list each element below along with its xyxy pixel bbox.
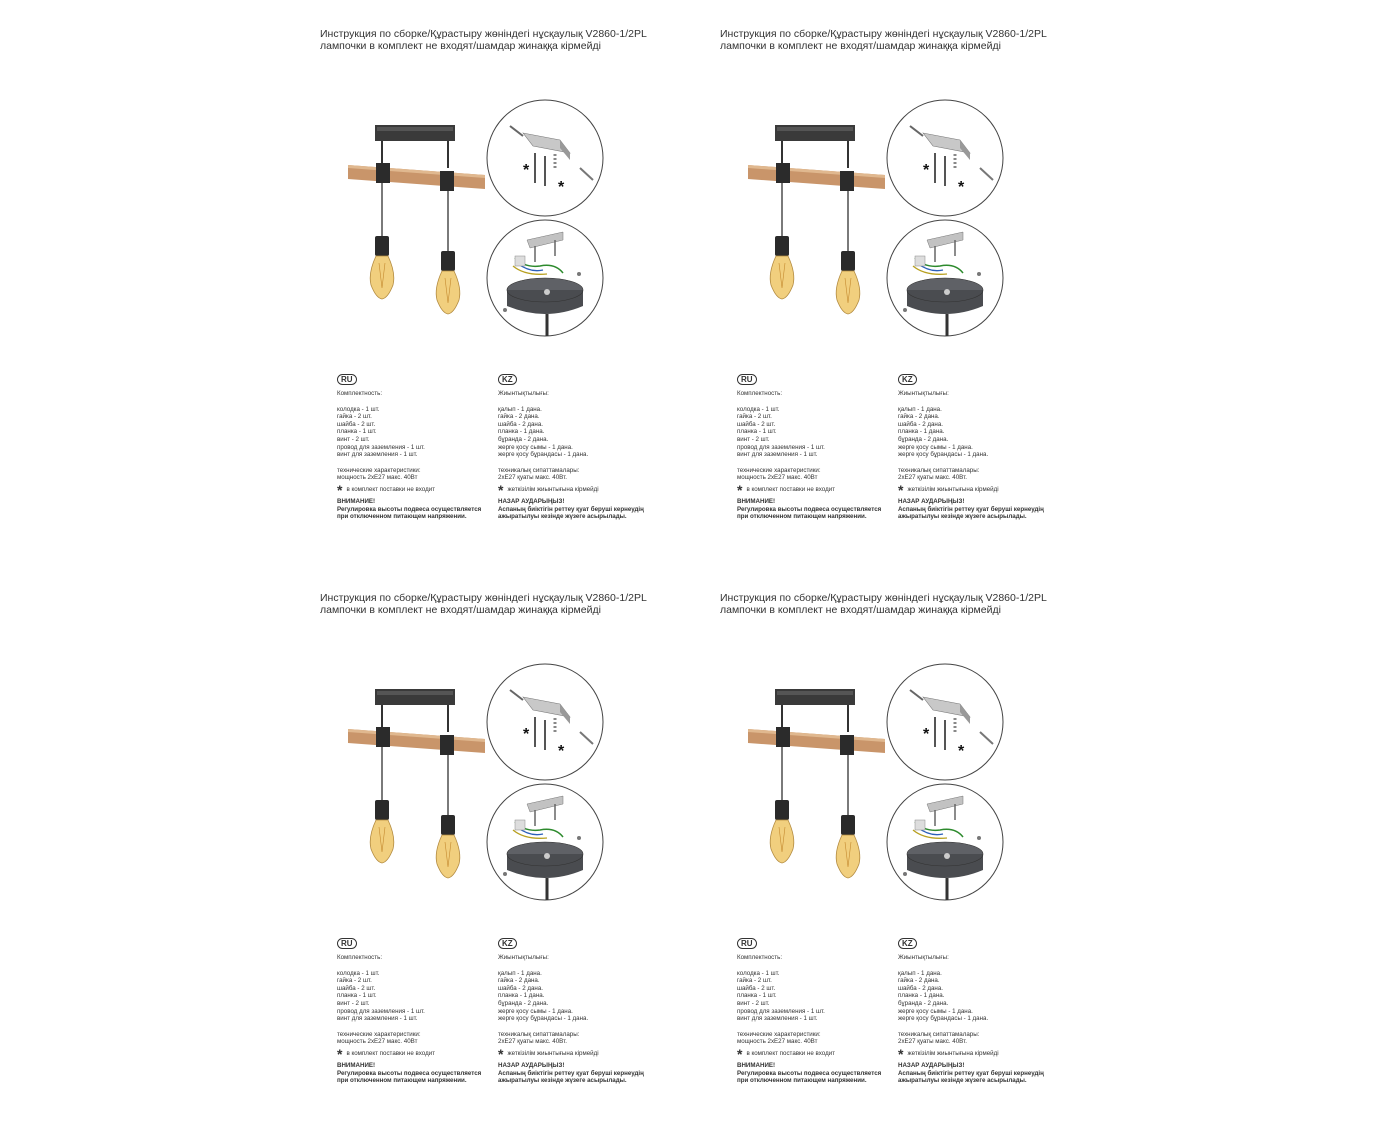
ru-warning-line-1: Регулировка высоты подвеса осуществляется [737, 1069, 882, 1077]
list-item: шайба - 2 шт. [337, 420, 376, 428]
list-item: планка - 1 шт. [337, 992, 377, 1000]
kz-warning [498, 498, 644, 521]
ru-tech-value: мощность 2хЕ27 макс. 40Вт [737, 1038, 818, 1046]
kz-warning-line-2: ажыратылуы кезінде жүзеге асырылады. [898, 1077, 1027, 1085]
list-item: қалып - 1 дана. [498, 405, 542, 413]
kz-star-note [498, 1045, 644, 1062]
ru-tech-heading: технические характеристики: [737, 1030, 821, 1038]
kz-tech-heading: техникалық сипаттамалары: [898, 466, 980, 474]
kz-warning-line-2: ажыратылуы кезінде жүзеге асырылады. [898, 513, 1027, 521]
ru-items-list [737, 406, 881, 459]
svg-text:*: * [558, 743, 565, 760]
ru-warning-title: ВНИМАНИЕ! [337, 1061, 376, 1069]
list-item: бұранда - 2 дана. [498, 435, 549, 443]
kz-star-note [898, 1045, 1044, 1062]
kz-badge: KZ [898, 938, 917, 949]
ru-tech-value: мощность 2хЕ27 макс. 40Вт [337, 474, 418, 482]
list-item: винт для заземления - 1 шт. [737, 451, 818, 459]
ru-star-note [737, 1045, 881, 1062]
list-item: винт - 2 шт. [737, 435, 770, 443]
kz-warning-line-1: Аспаның биіктігін реттеу қуат беруші кернеудің [898, 1069, 1044, 1077]
ru-tech-heading: технические характеристики: [737, 466, 821, 474]
list-item: колодка - 1 шт. [337, 969, 380, 977]
ru-star-note [337, 481, 481, 498]
svg-text:*: * [958, 743, 965, 760]
svg-text:*: * [523, 162, 530, 179]
list-item: планка - 1 дана. [498, 992, 545, 1000]
canopy-wiring-detail [485, 218, 605, 338]
svg-text:*: * [923, 162, 930, 179]
ru-warning-line-2: при отключенном питающем напряжении. [337, 1077, 467, 1085]
kz-star-note-text: жеткізілім жиынтығына кірмейді [907, 486, 999, 494]
ru-warning [737, 498, 881, 521]
ru-star-note-text: в комплект поставки не входит [746, 1050, 836, 1058]
kz-star-note-text: жеткізілім жиынтығына кірмейді [507, 1050, 599, 1058]
list-item: жерге қосу бұрандасы - 1 дана. [498, 451, 589, 459]
kz-badge: KZ [498, 374, 517, 385]
asterisk-icon: * [337, 481, 343, 498]
list-item: шайба - 2 шт. [337, 984, 376, 992]
ru-column [337, 938, 481, 1085]
ru-star-note [337, 1045, 481, 1062]
list-item: винт - 2 шт. [337, 999, 370, 1007]
list-item: провод для заземления - 1 шт. [737, 1007, 825, 1015]
list-item: жерге қосу бұрандасы - 1 дана. [498, 1015, 589, 1023]
ru-star-note-text: в комплект поставки не входит [346, 1050, 436, 1058]
svg-text:*: * [958, 179, 965, 196]
kz-warning-title: НАЗАР АУДАРЫҢЫЗ! [898, 497, 965, 505]
list-item: шайба - 2 дана. [498, 984, 543, 992]
list-item: провод для заземления - 1 шт. [337, 1007, 425, 1015]
kz-warning-title: НАЗАР АУДАРЫҢЫЗ! [498, 1061, 565, 1069]
pendant-lamp-illustration [340, 123, 490, 323]
list-item: жерге қосу бұрандасы - 1 дана. [898, 1015, 989, 1023]
ru-warning-title: ВНИМАНИЕ! [737, 1061, 776, 1069]
instruction-title [720, 28, 1047, 52]
list-item: планка - 1 шт. [337, 428, 377, 436]
instruction-sheet [720, 592, 1120, 1112]
ru-tech-heading: технические характеристики: [337, 1030, 421, 1038]
list-item: шайба - 2 дана. [498, 420, 543, 428]
list-item: гайка - 2 шт. [737, 977, 772, 985]
kz-items-list [898, 970, 1044, 1023]
kz-warning [898, 498, 1044, 521]
asterisk-icon: * [737, 481, 743, 498]
canopy-wiring-detail [885, 218, 1005, 338]
ru-warning-line-1: Регулировка высоты подвеса осуществляется [737, 505, 882, 513]
kz-tech-heading: техникалық сипаттамалары: [498, 1030, 580, 1038]
ru-items-list [337, 970, 481, 1023]
list-item: винт для заземления - 1 шт. [737, 1015, 818, 1023]
asterisk-icon: * [498, 481, 504, 498]
ru-badge: RU [337, 938, 357, 949]
asterisk-icon: * [337, 1045, 343, 1062]
instruction-sheet [720, 28, 1120, 548]
list-item: шайба - 2 дана. [898, 420, 943, 428]
ru-star-note [737, 481, 881, 498]
list-item: шайба - 2 дана. [898, 984, 943, 992]
kz-warning-line-2: ажыратылуы кезінде жүзеге асырылады. [498, 1077, 627, 1085]
ru-heading: Комплектность: [737, 954, 783, 961]
asterisk-icon: * [737, 1045, 743, 1062]
instruction-sheet [320, 592, 720, 1112]
mounting-bracket-detail [485, 98, 605, 218]
list-item: колодка - 1 шт. [737, 405, 780, 413]
kz-heading: Жиынтықтылығы: [898, 954, 949, 961]
ru-badge: RU [737, 374, 757, 385]
ru-warning [337, 498, 481, 521]
kz-warning-line-1: Аспаның биіктігін реттеу қуат беруші кернеудің [898, 505, 1044, 513]
ru-warning-line-2: при отключенном питающем напряжении. [737, 513, 867, 521]
ru-warning [337, 1062, 481, 1085]
ru-items-list [737, 970, 881, 1023]
kz-star-note [898, 481, 1044, 498]
ru-heading: Комплектность: [337, 390, 383, 397]
kz-star-note [498, 481, 644, 498]
list-item: қалып - 1 дана. [498, 969, 542, 977]
kz-column [898, 938, 1044, 1085]
ru-warning-line-2: при отключенном питающем напряжении. [737, 1077, 867, 1085]
canopy-wiring-detail [485, 782, 605, 902]
title-line-2: лампочки в комплект не входят/шамдар жинаққа кірмейді [720, 40, 1001, 52]
list-item: гайка - 2 дана. [898, 413, 940, 421]
list-item: қалып - 1 дана. [898, 969, 942, 977]
list-item: жерге қосу сымы - 1 дана. [498, 1007, 573, 1015]
kz-tech-value: 2хЕ27 қуаты макс. 40Вт. [498, 474, 567, 482]
list-item: винт для заземления - 1 шт. [337, 1015, 418, 1023]
list-item: колодка - 1 шт. [337, 405, 380, 413]
title-line-1: Инструкция по сборке/Құрастыру жөніндегі нұсқаулық V2860-1/2PL [720, 28, 1047, 40]
kz-tech-value: 2хЕ27 қуаты макс. 40Вт. [898, 1038, 967, 1046]
ru-column [737, 374, 881, 521]
list-item: бұранда - 2 дана. [498, 999, 549, 1007]
list-item: гайка - 2 дана. [498, 977, 540, 985]
list-item: гайка - 2 шт. [737, 413, 772, 421]
kz-warning-title: НАЗАР АУДАРЫҢЫЗ! [498, 497, 565, 505]
kz-badge: KZ [898, 374, 917, 385]
list-item: планка - 1 дана. [898, 428, 945, 436]
pendant-lamp-illustration [740, 687, 890, 887]
title-line-2: лампочки в комплект не входят/шамдар жинаққа кірмейді [720, 604, 1001, 616]
list-item: провод для заземления - 1 шт. [337, 443, 425, 451]
list-item: планка - 1 дана. [898, 992, 945, 1000]
kz-tech-value: 2хЕ27 қуаты макс. 40Вт. [898, 474, 967, 482]
ru-items-list [337, 406, 481, 459]
instruction-title [720, 592, 1047, 616]
kz-heading: Жиынтықтылығы: [498, 390, 549, 397]
list-item: гайка - 2 дана. [498, 413, 540, 421]
list-item: бұранда - 2 дана. [898, 999, 949, 1007]
ru-tech-value: мощность 2хЕ27 макс. 40Вт [337, 1038, 418, 1046]
ru-warning-line-1: Регулировка высоты подвеса осуществляется [337, 1069, 482, 1077]
instruction-sheet [320, 28, 720, 548]
kz-column [498, 374, 644, 521]
kz-items-list [498, 406, 644, 459]
title-line-2: лампочки в комплект не входят/шамдар жинаққа кірмейді [320, 604, 601, 616]
ru-warning-line-1: Регулировка высоты подвеса осуществляется [337, 505, 482, 513]
title-line-1: Инструкция по сборке/Құрастыру жөніндегі нұсқаулық V2860-1/2PL [320, 28, 647, 40]
kz-warning-line-1: Аспаның биіктігін реттеу қуат беруші кернеудің [498, 505, 644, 513]
kz-star-note-text: жеткізілім жиынтығына кірмейді [507, 486, 599, 494]
ru-warning [737, 1062, 881, 1085]
ru-star-note-text: в комплект поставки не входит [746, 486, 836, 494]
mounting-bracket-detail [485, 662, 605, 782]
list-item: жерге қосу сымы - 1 дана. [898, 443, 973, 451]
asterisk-icon: * [898, 1045, 904, 1062]
list-item: қалып - 1 дана. [898, 405, 942, 413]
list-item: гайка - 2 шт. [337, 413, 372, 421]
pendant-lamp-illustration [340, 687, 490, 887]
kz-tech-value: 2хЕ27 қуаты макс. 40Вт. [498, 1038, 567, 1046]
list-item: винт - 2 шт. [337, 435, 370, 443]
kz-column [898, 374, 1044, 521]
svg-text:*: * [558, 179, 565, 196]
asterisk-icon: * [498, 1045, 504, 1062]
list-item: планка - 1 шт. [737, 428, 777, 436]
kz-heading: Жиынтықтылығы: [898, 390, 949, 397]
list-item: бұранда - 2 дана. [898, 435, 949, 443]
kz-items-list [498, 970, 644, 1023]
list-item: гайка - 2 дана. [898, 977, 940, 985]
kz-warning [498, 1062, 644, 1085]
list-item: винт для заземления - 1 шт. [337, 451, 418, 459]
ru-heading: Комплектность: [337, 954, 383, 961]
asterisk-icon: * [898, 481, 904, 498]
instruction-title [320, 28, 647, 52]
list-item: жерге қосу сымы - 1 дана. [498, 443, 573, 451]
pendant-lamp-illustration [740, 123, 890, 323]
list-item: шайба - 2 шт. [737, 984, 776, 992]
list-item: провод для заземления - 1 шт. [737, 443, 825, 451]
mounting-bracket-detail [885, 662, 1005, 782]
list-item: гайка - 2 шт. [337, 977, 372, 985]
canopy-wiring-detail [885, 782, 1005, 902]
ru-warning-title: ВНИМАНИЕ! [337, 497, 376, 505]
kz-tech-heading: техникалық сипаттамалары: [498, 466, 580, 474]
svg-text:*: * [523, 726, 530, 743]
kz-warning [898, 1062, 1044, 1085]
ru-tech-value: мощность 2хЕ27 макс. 40Вт [737, 474, 818, 482]
title-line-2: лампочки в комплект не входят/шамдар жинаққа кірмейді [320, 40, 601, 52]
kz-star-note-text: жеткізілім жиынтығына кірмейді [907, 1050, 999, 1058]
ru-heading: Комплектность: [737, 390, 783, 397]
kz-heading: Жиынтықтылығы: [498, 954, 549, 961]
ru-column [737, 938, 881, 1085]
list-item: жерге қосу бұрандасы - 1 дана. [898, 451, 989, 459]
kz-badge: KZ [498, 938, 517, 949]
list-item: планка - 1 дана. [498, 428, 545, 436]
kz-column [498, 938, 644, 1085]
ru-star-note-text: в комплект поставки не входит [346, 486, 436, 494]
ru-column [337, 374, 481, 521]
kz-warning-line-2: ажыратылуы кезінде жүзеге асырылады. [498, 513, 627, 521]
ru-badge: RU [737, 938, 757, 949]
svg-text:*: * [923, 726, 930, 743]
ru-warning-title: ВНИМАНИЕ! [737, 497, 776, 505]
mounting-bracket-detail [885, 98, 1005, 218]
ru-warning-line-2: при отключенном питающем напряжении. [337, 513, 467, 521]
title-line-1: Инструкция по сборке/Құрастыру жөніндегі нұсқаулық V2860-1/2PL [320, 592, 647, 604]
kz-warning-title: НАЗАР АУДАРЫҢЫЗ! [898, 1061, 965, 1069]
kz-items-list [898, 406, 1044, 459]
list-item: винт - 2 шт. [737, 999, 770, 1007]
ru-tech-heading: технические характеристики: [337, 466, 421, 474]
kz-tech-heading: техникалық сипаттамалары: [898, 1030, 980, 1038]
ru-badge: RU [337, 374, 357, 385]
kz-warning-line-1: Аспаның биіктігін реттеу қуат беруші кернеудің [498, 1069, 644, 1077]
list-item: жерге қосу сымы - 1 дана. [898, 1007, 973, 1015]
title-line-1: Инструкция по сборке/Құрастыру жөніндегі нұсқаулық V2860-1/2PL [720, 592, 1047, 604]
list-item: планка - 1 шт. [737, 992, 777, 1000]
list-item: шайба - 2 шт. [737, 420, 776, 428]
list-item: колодка - 1 шт. [737, 969, 780, 977]
instruction-title [320, 592, 647, 616]
